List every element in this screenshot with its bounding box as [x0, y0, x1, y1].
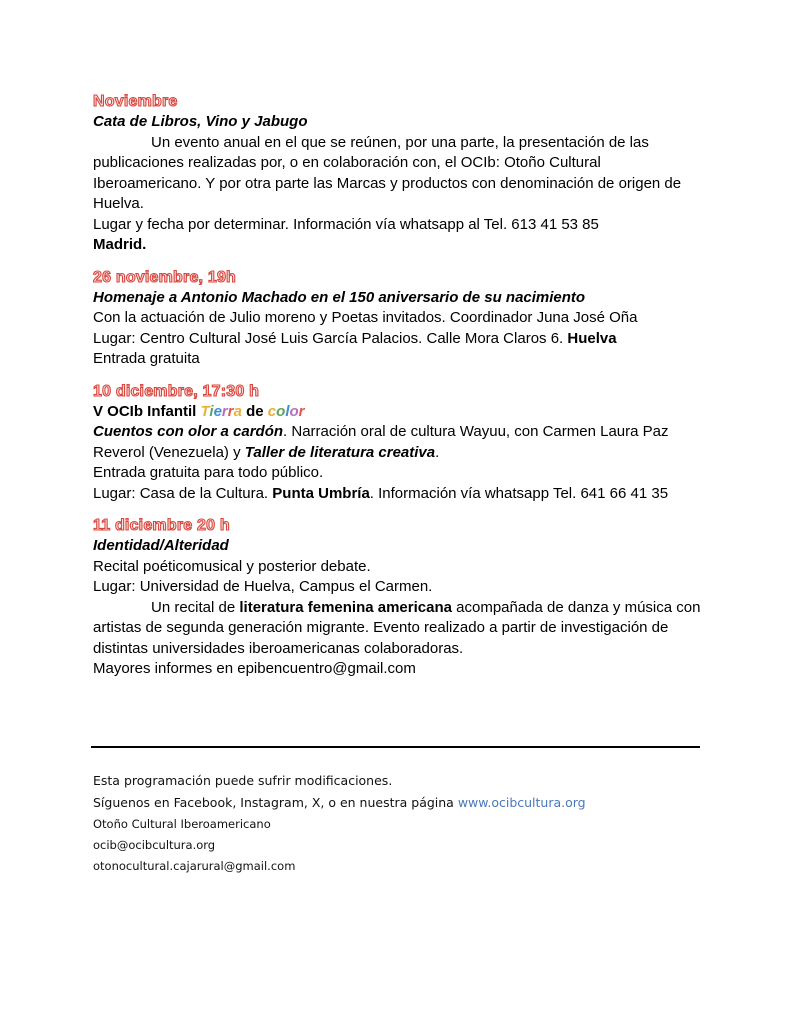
event-admission: Entrada gratuita para todo público.	[93, 464, 324, 481]
event-title: Homenaje a Antonio Machado en el 150 aniversario de su nacimiento	[93, 288, 586, 306]
event-location-line	[93, 329, 703, 350]
event-city: Madrid	[93, 236, 143, 253]
para-bold: literatura femenina americana	[239, 598, 452, 616]
footer-email-2[interactable]: otonocultural.cajarural@gmail.com	[93, 859, 296, 873]
program-content	[93, 92, 703, 680]
rainbow-letter: o	[276, 402, 286, 420]
event-admission: Entrada gratuita	[93, 350, 200, 367]
city-suffix: .	[142, 236, 147, 253]
rainbow-word-color	[268, 403, 305, 420]
activity-cuentos: Cuentos con olor a cardón	[93, 423, 284, 440]
event-title: Cata de Libros, Vino y Jabugo	[93, 113, 308, 130]
rainbow-letter: e	[213, 402, 222, 420]
location-text: Lugar: Casa de la Cultura.	[93, 484, 273, 502]
event-contact: Mayores informes en epibencuentro@gmail.com	[93, 660, 416, 677]
rainbow-word-tierra	[201, 403, 242, 420]
event-city: Huelva	[567, 329, 617, 347]
footer-follow	[93, 792, 586, 814]
rainbow-letter: l	[285, 402, 290, 420]
event-location-line: Lugar: Universidad de Huelva, Campus el Carmen.	[93, 578, 433, 595]
follow-text: Síguenos en Facebook, Instagram, X, o en nuestra página	[93, 795, 458, 810]
event-title	[93, 402, 703, 423]
event-location-line: Lugar y fecha por determinar. Información vía whatsapp al Tel. 613 41 53 85	[93, 215, 599, 233]
event-city-line	[93, 235, 703, 256]
section-date-10-diciembre: 10 diciembre, 17:30 h	[93, 382, 260, 400]
rainbow-letter: i	[209, 402, 214, 420]
event-paragraph	[93, 598, 703, 660]
event-city: Punta Umbría	[272, 484, 370, 502]
event-description: Con la actuación de Julio moreno y Poetas invitados. Coordinador Juna José Oña	[93, 309, 638, 326]
rainbow-letter: r	[298, 402, 305, 420]
event-location-line	[93, 484, 703, 505]
para-text: Un recital de	[151, 598, 240, 616]
divider-rule	[91, 746, 700, 748]
para-text-rest: acompañada de danza y música con artistas de segunda generación migrante. Evento realizado a partir de investigación de distintas universidades iberoamericanas colaboradoras.	[93, 598, 701, 657]
title-mid: de	[241, 402, 268, 420]
activity-suffix: .	[435, 443, 440, 461]
section-date-26-noviembre: 26 noviembre, 19h	[93, 268, 237, 286]
title-prefix: V OCIb Infantil	[93, 402, 201, 420]
activity-text: . Narración oral de cultura Wayuu, con Carmen Laura Paz Reverol (Venezuela) y	[93, 423, 669, 461]
rainbow-letter: a	[233, 402, 242, 420]
event-title: Identidad/Alteridad	[93, 537, 229, 554]
event-description: Un evento anual en el que se reúnen, por una parte, la presentación de las publicaciones realizadas por, o en colaboración con, el OCIb: Otoño Cultural Iberoamericano. Y por otra parte las Marcas y productos con denominación de origen de Huelva.	[93, 133, 682, 212]
rainbow-letter: r	[221, 402, 228, 420]
location-contact: . Información vía whatsapp Tel. 641 66 41 35	[369, 484, 669, 502]
section-date-noviembre: Noviembre	[93, 93, 178, 110]
footer-org: Otoño Cultural Iberoamericano	[93, 817, 271, 831]
event-description: Recital poéticomusical y posterior debate.	[93, 557, 371, 575]
activity-taller: Taller de literatura creativa	[244, 443, 436, 461]
event-description	[93, 422, 703, 463]
website-link[interactable]: www.ocibcultura.org	[457, 795, 586, 810]
footer-note: Esta programación puede sufrir modificaciones.	[93, 773, 393, 788]
rainbow-letter: c	[267, 402, 277, 420]
rainbow-letter: T	[200, 402, 210, 420]
rainbow-letter: o	[289, 402, 299, 420]
location-text: Lugar: Centro Cultural José Luis García Palacios. Calle Mora Claros 6.	[93, 329, 568, 347]
footer-email-1[interactable]: ocib@ocibcultura.org	[93, 838, 216, 852]
section-date-11-diciembre: 11 diciembre 20 h	[93, 517, 230, 534]
rainbow-letter: r	[227, 402, 234, 420]
footer	[93, 770, 586, 877]
